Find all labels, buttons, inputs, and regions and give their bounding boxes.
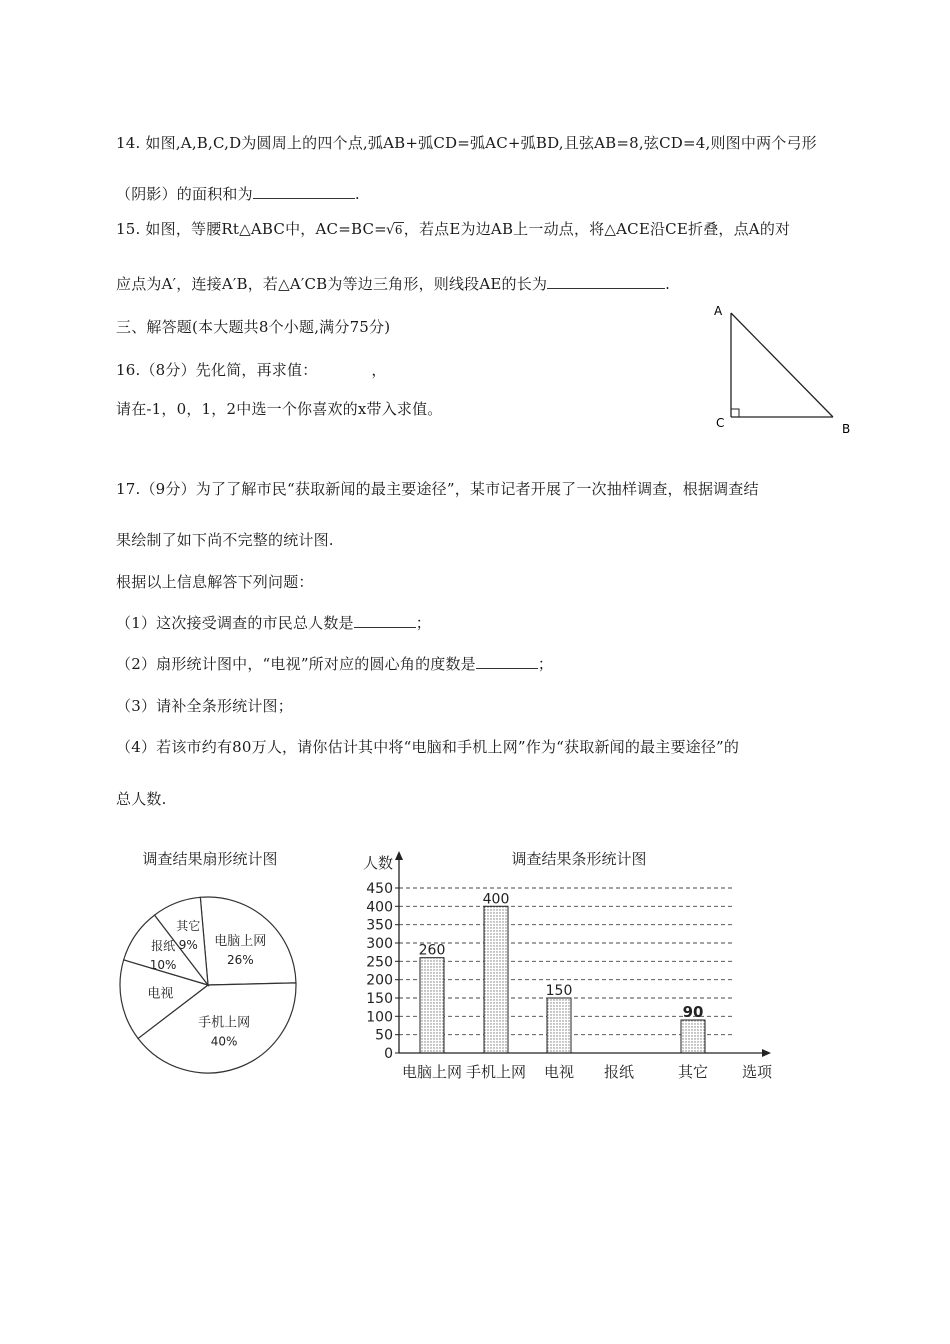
q17-sub2 [116, 653, 553, 674]
q17-sub2-end: ； [537, 655, 554, 673]
pie-slice-label: 其它 [176, 919, 201, 934]
pie-slice-percent: 10% [149, 958, 177, 972]
q17-line3: 根据以上信息解答下列问题： [116, 573, 314, 591]
bar-value-label: 150 [545, 983, 573, 999]
q16-line2: 请在-1，0，1，2中选一个你喜欢的x带入求值。 [116, 400, 443, 418]
y-axis-arrow [395, 851, 403, 860]
q16-formula-image [317, 363, 357, 375]
q17-sub1-text: （1）这次接受调查的市民总人数是 [116, 614, 354, 632]
q16-line1-tail: ， [371, 361, 387, 379]
pie-chart [110, 845, 310, 1085]
q17-sub1-blank[interactable] [354, 613, 416, 628]
q15-line2-text: 应点为A′，连接A′B，若△A′CB为等边三角形，则线段AE的长为 [116, 275, 548, 293]
q14-end: . [354, 185, 360, 203]
q15-end: . [665, 275, 671, 293]
section-heading: 三、解答题(本大题共8个小题,满分75分) [116, 318, 391, 336]
x-axis-arrow [762, 1049, 771, 1057]
q16-line1 [116, 359, 387, 380]
q17-sub2-blank[interactable] [476, 654, 538, 669]
pie-chart-title: 调查结果扇形统计图 [142, 850, 278, 868]
y-tick-label: 50 [375, 1027, 393, 1044]
bar [547, 998, 571, 1053]
y-tick-label: 150 [366, 991, 393, 1007]
x-category-label: 手机上网 [465, 1063, 527, 1081]
bar [484, 906, 508, 1053]
side-ab [731, 313, 833, 417]
pie-slice-label: 报纸 [151, 939, 176, 953]
q15-line1-post: ，若点E为边AB上一动点，将△ACE沿CE折叠，点A的对 [403, 220, 791, 238]
y-tick-label: 0 [384, 1046, 393, 1062]
x-category-label: 其它 [677, 1063, 709, 1081]
pie-slice-label: 电脑上网 [214, 933, 267, 949]
right-angle-mark [731, 409, 739, 417]
q17-sub1 [116, 612, 431, 633]
y-tick-label: 400 [366, 899, 393, 916]
sqrt-expression [387, 223, 404, 237]
y-tick-label: 250 [366, 954, 393, 971]
vertex-c-label: C [716, 416, 725, 430]
sqrt-arg: 6 [394, 223, 403, 237]
q15-line1 [116, 218, 790, 239]
bar-value-label: 90 [682, 1003, 704, 1021]
x-category-label: 电脑上网 [401, 1063, 463, 1081]
vertex-b-label: B [842, 422, 851, 436]
y-tick-label: 200 [366, 972, 393, 989]
bar [420, 958, 444, 1053]
bar-chart-xlabel: 选项 [742, 1063, 773, 1081]
pie-slice-percent: 40% [210, 1034, 238, 1049]
x-category-label: 报纸 [603, 1063, 635, 1081]
bar-chart-title: 调查结果条形统计图 [511, 850, 647, 868]
y-tick-label: 100 [366, 1009, 393, 1026]
q14-line1: 14. 如图,A,B,C,D为圆周上的四个点,弧AB+弧CD=弧AC+弧BD,且弦AB=8,弦CD=4,则图中两个弓形 [116, 134, 817, 152]
q15-line2 [116, 273, 670, 294]
q17-sub2-text: （2）扇形统计图中，“电视”所对应的圆心角的度数是 [116, 655, 476, 673]
pie-slice-percent: 26% [226, 952, 254, 967]
q16-line1-text: 16.（8分）先化简，再求值： [116, 361, 318, 379]
pie-slice-label: 电视 [147, 986, 174, 1002]
bar-value-label: 260 [418, 942, 446, 959]
bar-value-label: 400 [482, 891, 510, 908]
q17-line2: 果绘制了如下尚不完整的统计图. [116, 531, 334, 549]
y-tick-label: 350 [366, 917, 393, 934]
pie-slice-label: 手机上网 [198, 1015, 251, 1031]
q17-line1: 17.（9分）为了了解市民“获取新闻的最主要途径”，某市记者开展了一次抽样调查，根据调查结 [116, 480, 759, 498]
pie-slice-percent: 9% [178, 938, 198, 953]
vertex-a-label: A [714, 304, 723, 318]
q17-sub3: （3）请补全条形统计图； [116, 697, 293, 715]
bar [681, 1020, 705, 1053]
x-category-label: 电视 [543, 1063, 575, 1081]
right-triangle-figure [700, 300, 870, 440]
q15-answer-blank[interactable] [547, 274, 665, 289]
q15-line1-pre: 15. 如图，等腰Rt△ABC中，AC=BC= [116, 220, 387, 238]
y-tick-label: 450 [366, 881, 393, 897]
q17-sub4: （4）若该市约有80万人，请你估计其中将“电脑和手机上网”作为“获取新闻的最主要途径”的 [116, 738, 740, 756]
y-tick-label: 300 [366, 936, 393, 952]
bar-chart-ylabel: 人数 [363, 854, 394, 872]
q14-line2 [116, 183, 360, 204]
q17-sub4b: 总人数. [116, 790, 167, 808]
q14-line2-text: （阴影）的面积和为 [116, 185, 253, 203]
q14-answer-blank[interactable] [253, 184, 355, 199]
bar-chart [355, 843, 795, 1093]
q17-sub1-end: ； [415, 614, 431, 632]
